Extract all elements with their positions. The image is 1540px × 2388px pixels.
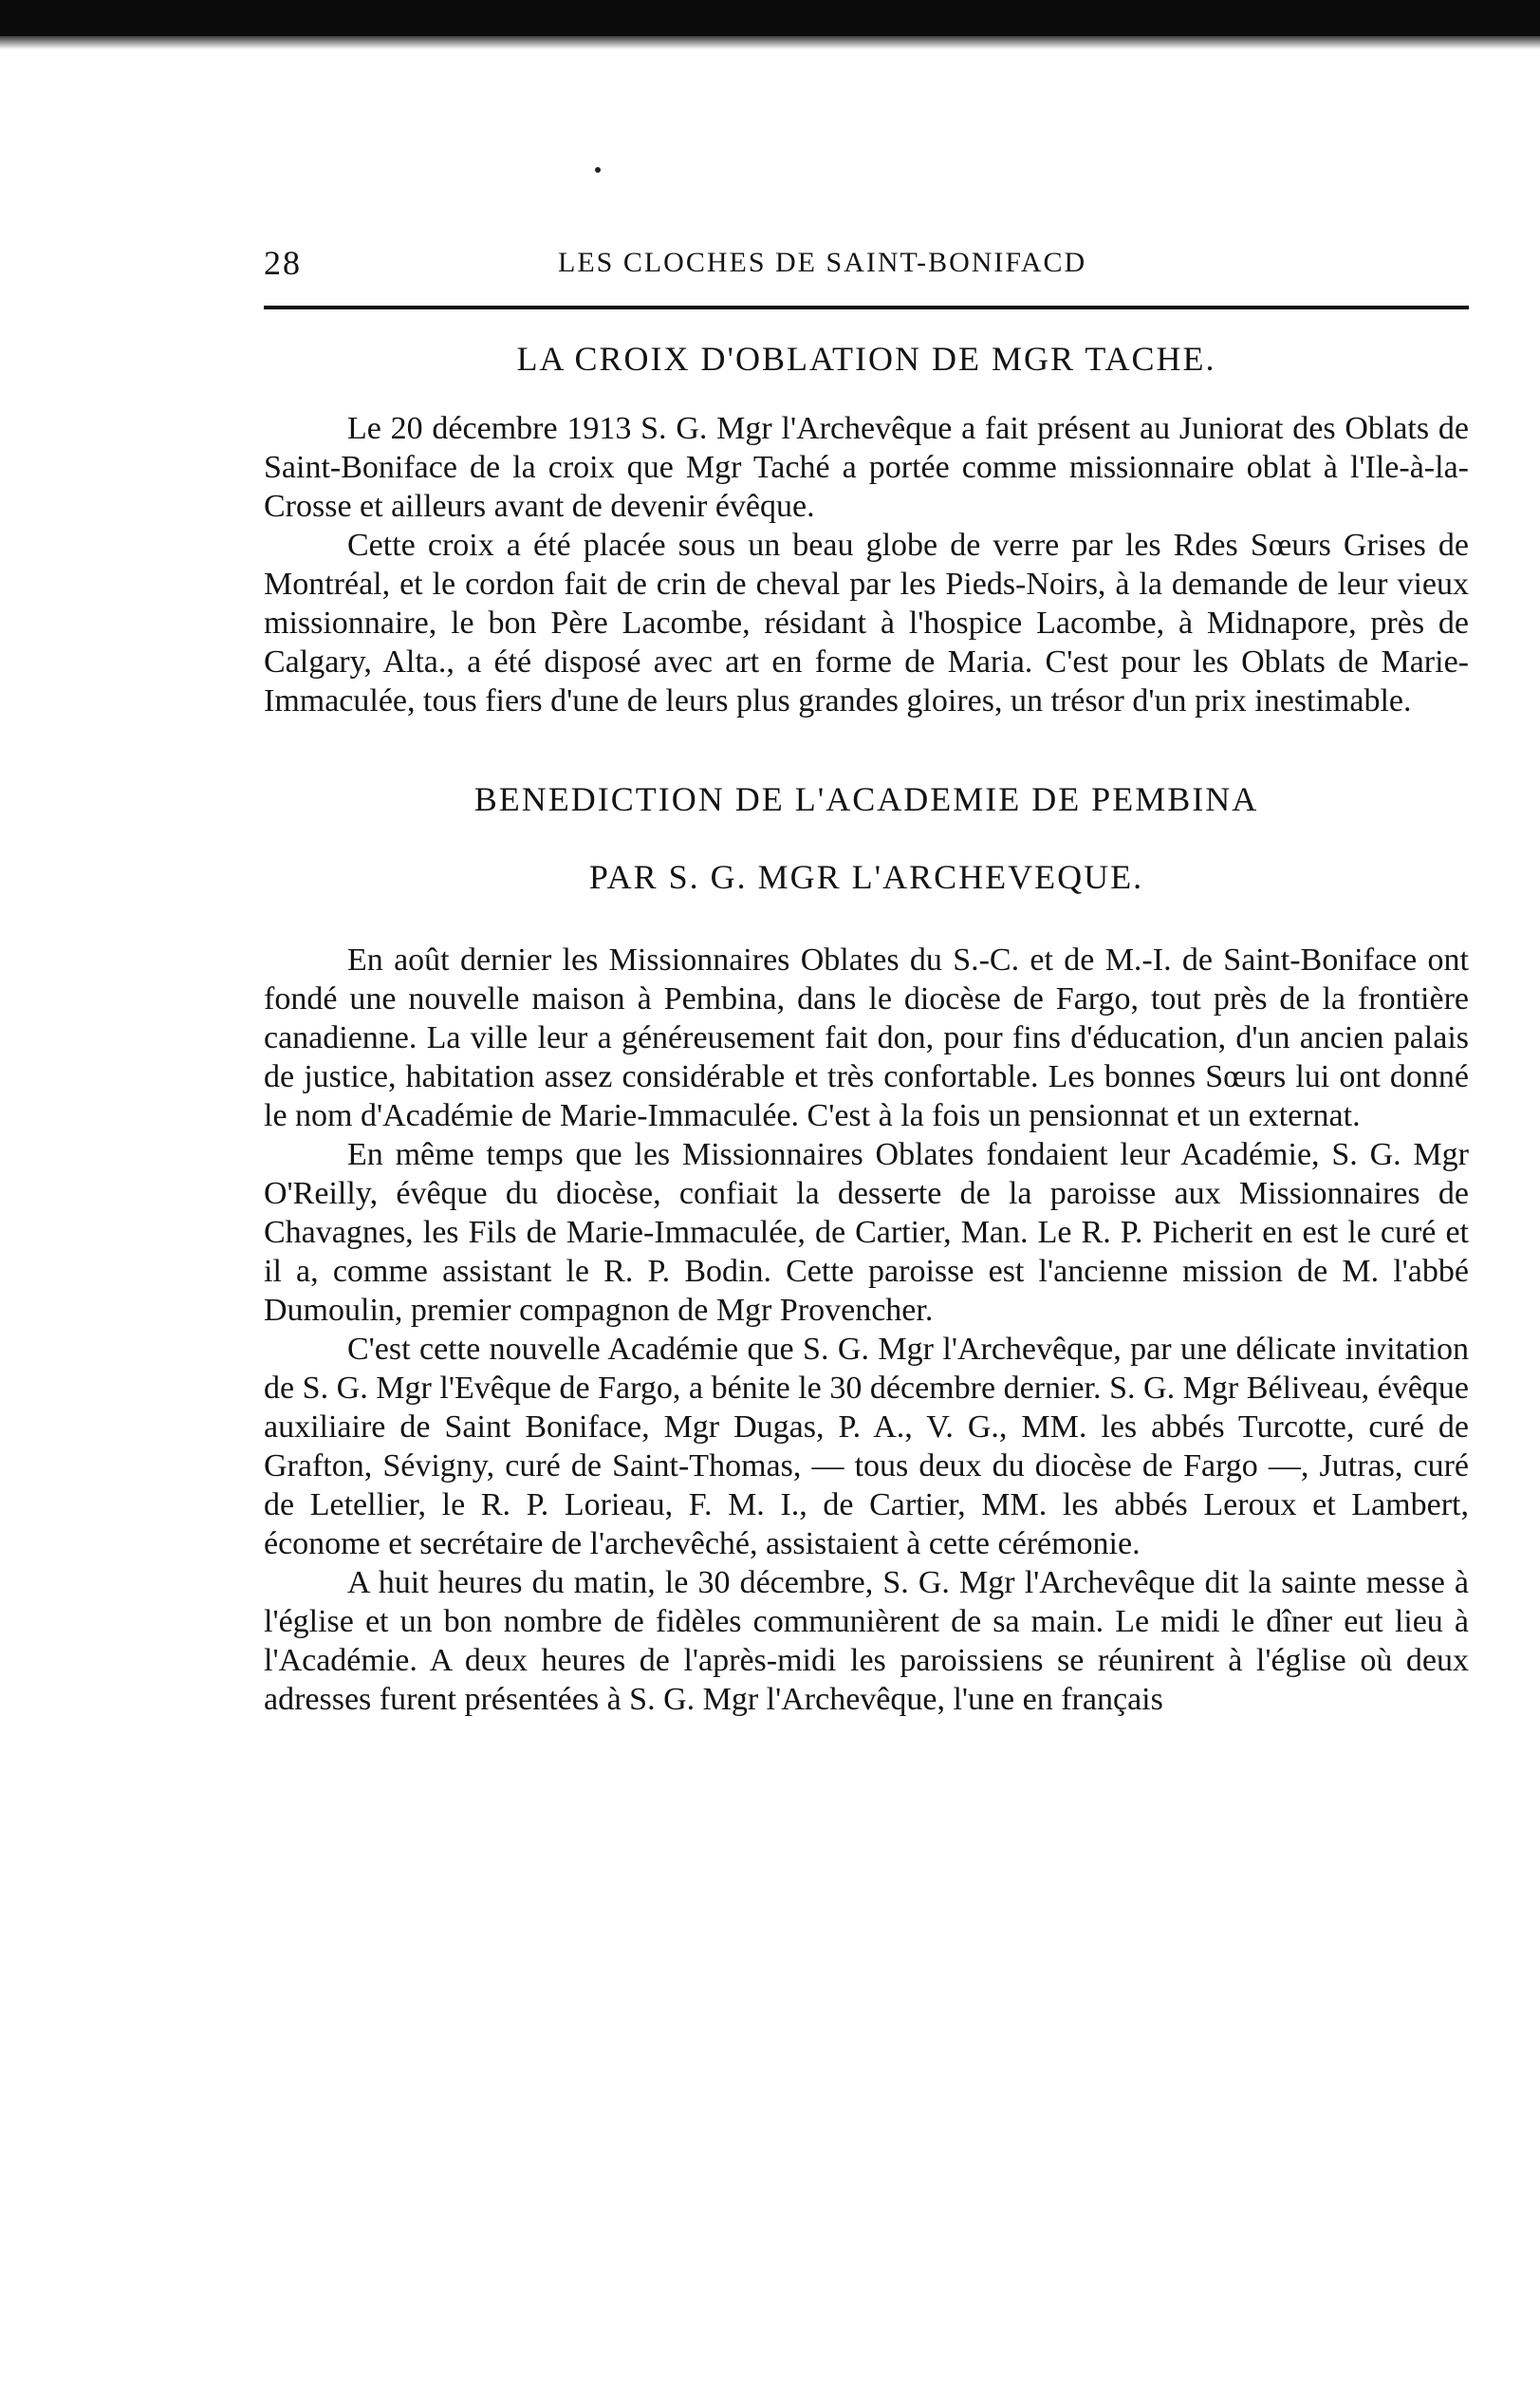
section-subtitle-benediction: PAR S. G. MGR L'ARCHEVEQUE.	[588, 858, 1144, 896]
running-header	[264, 239, 1469, 296]
page-number: 28	[264, 244, 302, 282]
ink-speck	[595, 167, 601, 173]
scan-border-top	[0, 0, 1540, 36]
running-title: LES CLOCHES DE SAINT-BONIFACD	[558, 247, 1087, 278]
section-title-benediction: BENEDICTION DE L'ACADEMIE DE PEMBINA	[473, 780, 1259, 818]
section-title-croix: LA CROIX D'OBLATION DE MGR TACHE.	[516, 340, 1216, 378]
scan-border-shadow	[0, 36, 1540, 49]
paragraph: C'est cette nouvelle Académie que S. G. Mgr l'Archevêque, par une délicate invitation de S. G. Mgr l'Evêque de Fargo, a bénite le 30 décembre dernier. S. G. Mgr Béliveau, évêque auxiliaire de Saint Boniface, Mgr Dugas, P. A., V. G., MM. les abbés Turcotte, curé de Grafton, Sévigny, curé de Saint-Thomas, — tous deux du diocèse de Fargo —, Jutras, curé de Letellier, le R. P. Lorieau, F. M. I., de Cartier, MM. les abbés Leroux et Lambert, économe et secrétaire de l'archevêché, assistaient à cette cérémonie.	[264, 1332, 1469, 1561]
page-body	[264, 327, 1469, 1719]
paragraph: Cette croix a été placée sous un beau globe de verre par les Rdes Sœurs Grises de Montréal, et le cordon fait de crin de cheval par les Pieds-Noirs, à la demande de leur vieux missionnaire, le bon Père Lacombe, résidant à l'hospice Lacombe, à Midnapore, près de Calgary, Alta., a été disposé avec art en forme de Maria. C'est pour les Oblats de Marie-Immaculée, tous fiers d'une de leurs plus grandes gloires, un trésor d'un prix inestimable.	[264, 528, 1469, 718]
paragraph: A huit heures du matin, le 30 décembre, S. G. Mgr l'Archevêque dit la sainte messe à l'église et un bon nombre de fidèles communièrent de sa main. Le midi le dîner eut lieu à l'Académie. A deux heures de l'après-midi les paroissiens se réunirent à l'église où deux adresses furent présentées à S. G. Mgr l'Archevêque, l'une en français	[264, 1565, 1469, 1717]
paragraph: En août dernier les Missionnaires Oblates du S.-C. et de M.-I. de Saint-Boniface ont fondé une nouvelle maison à Pembina, dans le diocèse de Fargo, tout près de la frontière canadienne. La ville leur a généreusement fait don, pour fins d'éducation, d'un ancien palais de justice, habitation assez considérable et très confortable. Les bonnes Sœurs lui ont donné le nom d'Académie de Marie-Immaculée. C'est à la fois un pensionnat et un externat.	[264, 942, 1469, 1133]
paragraph: Le 20 décembre 1913 S. G. Mgr l'Archevêque a fait présent au Juniorat des Oblats de Saint-Boniface de la croix que Mgr Taché a portée comme missionnaire oblat à l'Ile-à-la-Crosse et ailleurs avant de devenir évêque.	[264, 411, 1469, 524]
header-rule	[264, 306, 1469, 309]
paragraph: En même temps que les Missionnaires Oblates fondaient leur Académie, S. G. Mgr O'Reilly, évêque du diocèse, confiait la desserte de la paroisse aux Missionnaires de Chavagnes, les Fils de Marie-Immaculée, de Cartier, Man. Le R. P. Picherit en est le curé et il a, comme assistant le R. P. Bodin. Cette paroisse est l'ancienne mission de M. l'abbé Dumoulin, premier compagnon de Mgr Provencher.	[264, 1137, 1469, 1328]
